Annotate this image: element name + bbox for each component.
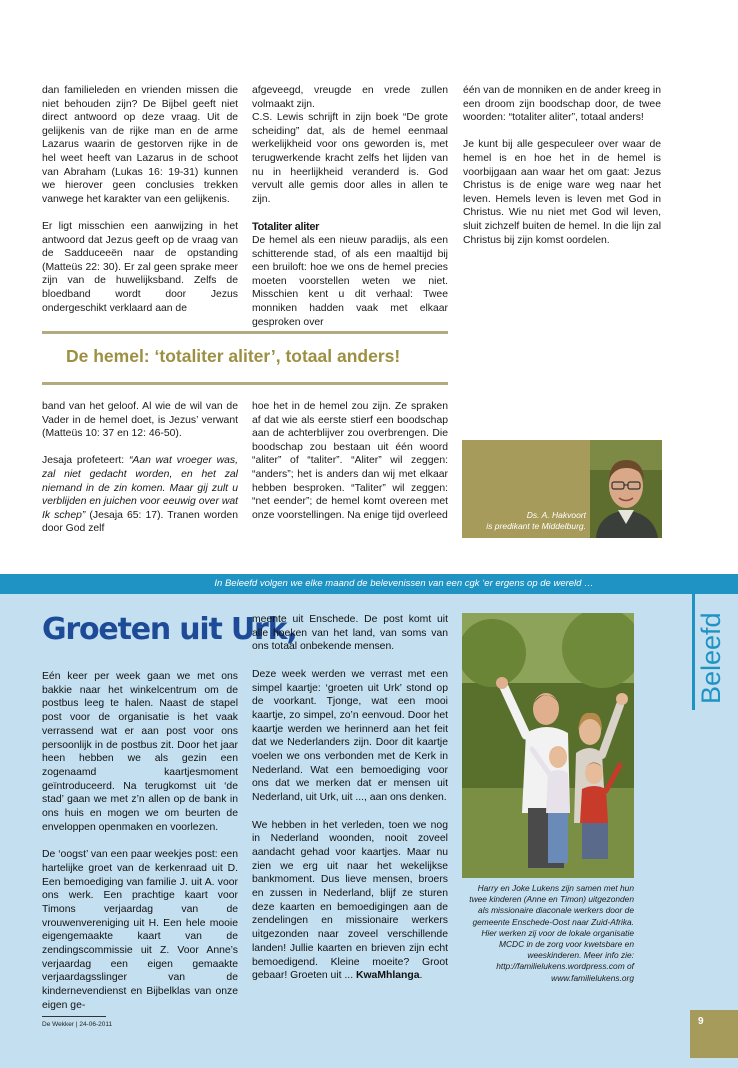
article-title: Groeten uit Urk, bbox=[42, 612, 297, 647]
paragraph: C.S. Lewis schrijft in zijn boek “De grote scheiding” dat, als de hemel eenmaal werkelijkheid voor ons geworden is, met terugwerkende kracht zelfs het lijden van nu in heerlijkheid veranderd is. God vervult alle gemis door alles in allen te zijn. bbox=[252, 112, 448, 205]
paragraph: hoe het in de hemel zou zijn. Ze spraken af dat wie als eerste stierf een boodschap aan de achterblijver zou overbrengen. Die boodschap zou bestaan uit één woord “aliter” of “taliter”. “Aliter” wil zeggen: “anders”; het is anders dan wij met elkaar hebben besproken. “Taliter” wil zeggen: “net eender”; de hemel komt overeen met onze voorstellingen. Na enige tijd overleed bbox=[252, 401, 448, 521]
column-1-mid bbox=[42, 400, 238, 536]
paragraph: De ‘oogst’ van een paar weekjes post: een hartelijke groet van de kerkenraad uit D. Een bemoediging van familie J. uit A. voor ons werk. Een prachtige kaart voor Timons verjaardag van de vrouwenvereniging uit H. Een hele mooie eigengemaakte kaart van de zendingscommissie uit Z. Voor Anne’s verjaardag een eigen gemaakte verjaardagsslinger van de kindernevendienst en Bijbelklas van onze eigen ge- bbox=[42, 849, 238, 1011]
section-banner: In Beleefd volgen we elke maand de belevenissen van een cgk ‘er ergens op de wereld … bbox=[0, 574, 738, 594]
author-portrait bbox=[590, 440, 662, 538]
column-3-top bbox=[463, 84, 661, 247]
column-2-bottom bbox=[252, 613, 448, 983]
author-role: is predikant te Middelburg. bbox=[486, 521, 586, 531]
paragraph: één van de monniken en de ander kreeg in een droom zijn boodschap door, de twee woorden: “totaliter aliter”, totaal anders! bbox=[463, 85, 661, 124]
footer-rule bbox=[42, 1016, 106, 1017]
author-portrait-illustration bbox=[590, 440, 662, 538]
paragraph: Eén keer per week gaan we met ons bakkie naar het winkelcentrum om de postbus leeg te halen. Naast de stapel post voor de organisatie is het vaak verrassend wat er aan post voor ons persoonlijk in de postbus zit. Door het jaar heen hebben we als gezin een zogenaamd kaartjesmoment geïntroduceerd. Na terugkomst uit ‘de stad’ gaan we met z’n allen op de bank in ons huis en mogen we om beurten de enveloppen openmaken en voorlezen. bbox=[42, 671, 238, 833]
photo-caption: Harry en Joke Lukens zijn samen met hun twee kinderen (Anne en Timon) uitgezonden als missionaire diaconale werkers door de gemeente Enschede-Oost naar Zuid-Afrika. Hier werken zij voor de lokale organisatie MCDC in de zorg voor kwetsbare en weeskinderen. Meer info zie: http://familielukens.wordpress.com of www.familielukens.org bbox=[469, 883, 634, 983]
text: (Jesaja 65: 17). Tranen worden door God zelf bbox=[42, 509, 238, 535]
pullquote-rule-top bbox=[42, 331, 448, 334]
author-caption bbox=[462, 510, 586, 532]
bible-quote: “Aan wat vroeger was, zal niet gedacht worden, en het zal niemand in de zin komen. Maar gij zult u verblijden en juichen voor eeuwig over wat Ik schep” bbox=[42, 455, 238, 521]
column-2-mid bbox=[252, 400, 448, 522]
signature: KwaMhlanga bbox=[355, 970, 420, 982]
paragraph bbox=[42, 454, 238, 536]
footer-issue: De Wekker | 24-06-2011 bbox=[42, 1021, 113, 1028]
text: . bbox=[419, 970, 423, 982]
paragraph: Je kunt bij alle gespeculeer over waar de hemel is en hoe het in de hemel is voorbijgaan aan waar het om gaat: Jezus Christus is de enige ware weg naar het leven. Hemels leven is leven met God in Christus. Wie nu niet met God wil leven, sluit zichzelf buiten de hemel. In die lijn zal Christus bij zijn komst oordelen. bbox=[463, 139, 661, 246]
paragraph: dan familieleden en vrienden missen die niet behouden zijn? De Bijbel geeft niet direct antwoord op deze vraag. Uit de gelijkenis van de rijke man en de arme Lazarus waarin de gestorven rijke in de hel weet heeft van Lazarus in de schoot van Abraham (Lukas 16: 19-31) kunnen we hierover geen conclusies trekken vanwege het karakter van een gelijkenis. bbox=[42, 85, 238, 205]
column-1-top bbox=[42, 84, 238, 315]
paragraph bbox=[252, 819, 448, 983]
paragraph: meente uit Enschede. De post komt uit alle hoeken van het land, van soms van ons totaal onbekende mensen. bbox=[252, 614, 448, 653]
section-label bbox=[690, 592, 728, 710]
family-photo-illustration bbox=[462, 613, 634, 878]
column-2-top bbox=[252, 84, 448, 329]
paragraph: De hemel als een nieuw paradijs, als een schitterende stad, of als een maaltijd bij een bruiloft: hoe we ons de hemel precies moeten voorstellen weten we niet. Misschien kent u dit verhaal: Twee monniken hadden vaak met elkaar gesproken over bbox=[252, 234, 448, 328]
pullquote-rule-bottom bbox=[42, 382, 448, 385]
author-name: Ds. A. Hakvoort bbox=[526, 510, 586, 520]
subheading: Totaliter aliter bbox=[252, 220, 320, 233]
paragraph: Er ligt misschien een aanwijzing in het antwoord dat Jezus geeft op de vraag van de Sadduceeën naar de opstanding (Matteüs 22: 30). Er zal geen sprake meer zijn van de huwelijksband. Zelfs de bloedband wordt door Jezus ondergeschikt verklaard aan de bbox=[42, 220, 238, 314]
section-label-text: Beleefd bbox=[696, 612, 726, 704]
text: Jesaja profeteert: bbox=[42, 455, 129, 467]
paragraph: Deze week werden we verrast met een simpel kaartje: ‘groeten uit Urk’ stond op de voorkant. Tjonge, wat een mooi kaartje, zo simpel, zo’n eenvoud. Door het kaartje werden we herinnerd aan het feit dat we Nederlanders zijn. Door dit kaartje voelen we ons verbonden met de Kerk in Nederland. Wat een bemoediging voor ons dat we merken dat er mensen uit Nederland, uit Urk, uit ..., aan ons denken. bbox=[252, 668, 448, 804]
paragraph: band van het geloof. Al wie de wil van de Vader in de hemel doet, is Jezus’ verwant (Matteüs 10: 37 en 12: 46-50). bbox=[42, 401, 238, 440]
column-1-bottom bbox=[42, 670, 238, 1013]
page-number: 9 bbox=[698, 1016, 704, 1027]
pullquote: De hemel: ‘totaliter aliter’, totaal anders! bbox=[66, 346, 401, 366]
paragraph: afgeveegd, vreugde en vrede zullen volmaakt zijn. bbox=[252, 85, 448, 110]
text: We hebben in het verleden, toen we nog in Nederland woonden, nooit zoveel aandacht gehad voor kaartjes. Maar nu zien we erg uit naar het wekelijkse bankmoment. Dus lieve mensen, broers en zussen in Nederland, blijf ze sturen deze kaarten en bemoedigingen aan de zendelingen en missionaire werkers uitgezonden naar zoveel verschillende landen! Jullie kaarten en brieven zijn echt bemoedigend. Kleine moeite? Groot gebaar! Groeten uit ... bbox=[252, 819, 448, 982]
family-photo bbox=[462, 613, 634, 878]
